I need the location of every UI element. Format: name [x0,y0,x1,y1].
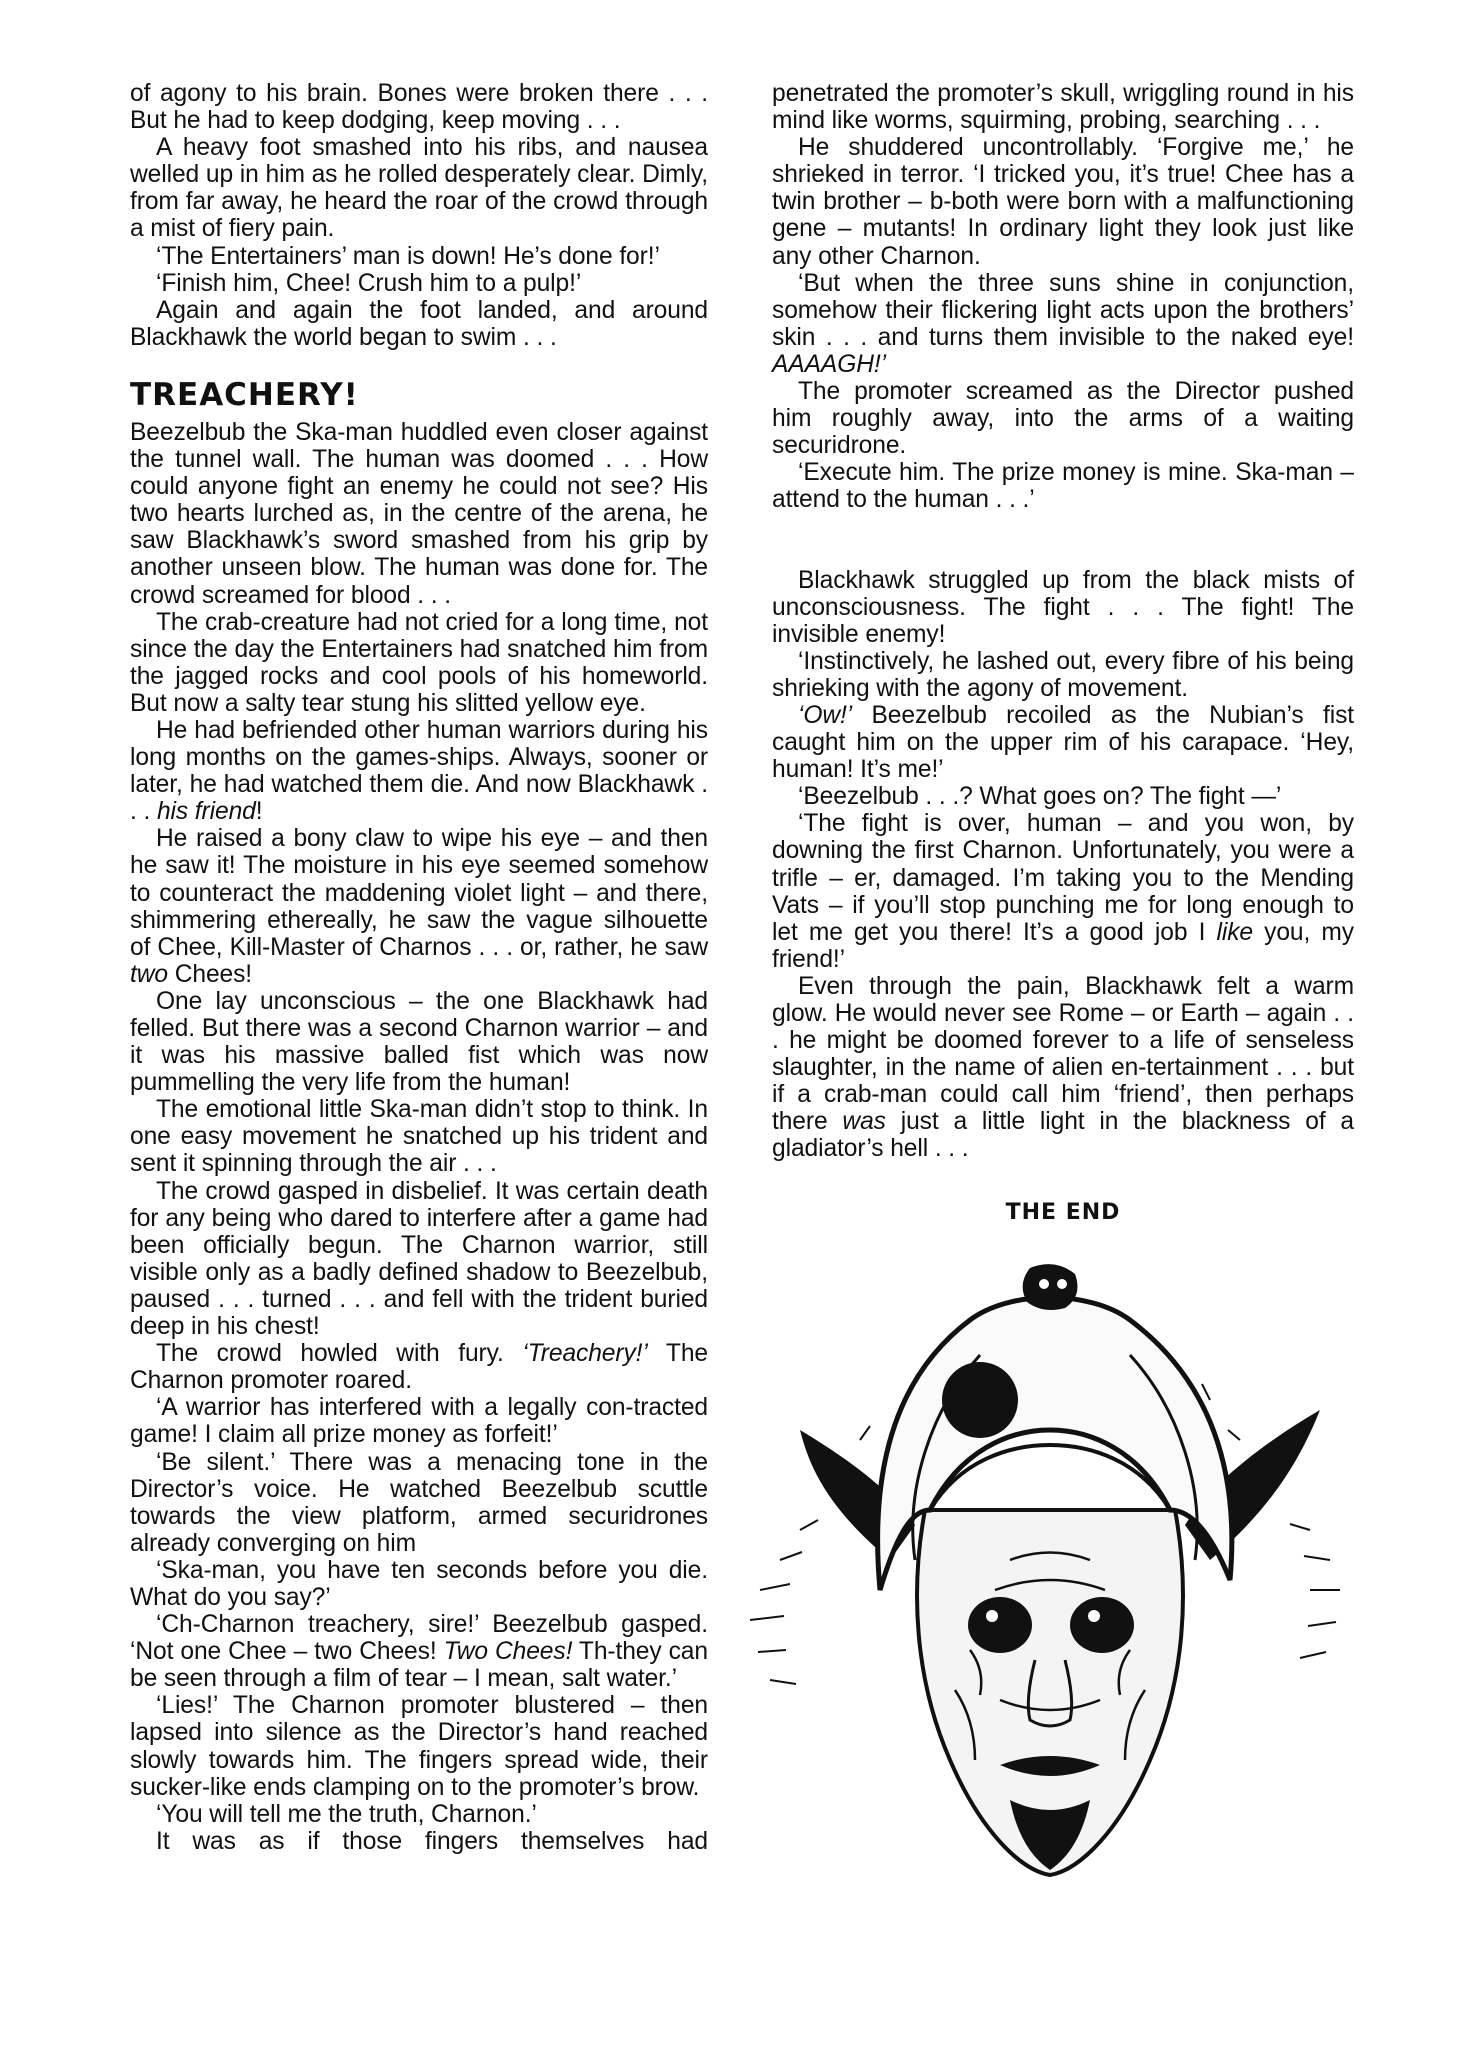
paragraph: ‘The Entertainers’ man is down! He’s done for!’ [156,242,660,270]
text-run: The Charnon promoter roared. [130,1340,708,1395]
right-eye-highlight [1088,1610,1100,1622]
emphasis: his friend [156,798,256,826]
emphasis: was [842,1108,886,1136]
paragraph [772,973,1354,1163]
text-run: ‘But when the three suns shine in conjunction, somehow their flickering light acts upon the brothers’ skin . . . and turns them invisible to the naked eye! [772,269,1354,351]
text-run: He had befriended other human warriors during his long months on the games-ships. Always, sooner or later, he had watched them die. And now Blackhawk . . . [130,716,708,826]
paragraph: ‘Finish him, Chee! Crush him to a pulp!’ [156,269,582,297]
paragraph: ‘Lies!’ The Charnon promoter blustered – then lapsed into silence as the Director’s hand reached slowly towards him. The fingers spread wide, their sucker-like ends clamping on to the promoter’s brow. [130,1692,708,1801]
paragraph: The promoter screamed as the Director pushed him roughly away, into the arms of a waiting securidrone. [772,378,1354,460]
paragraph: ‘Execute him. The prize money is mine. Ska-man – attend to the human . . .’ [772,459,1354,514]
paragraph: ‘Ska-man, you have ten seconds before you die. What do you say?’ [130,1556,708,1611]
paragraph: A heavy foot smashed into his ribs, and nausea welled up in him as he rolled desperately clear. Dimly, from far away, he heard the roar of the crowd through a mist of fiery pain. [130,134,708,243]
emphasis: like [1216,918,1253,946]
text-run: The crowd howled with fury. [156,1340,523,1368]
section-break [772,514,1354,567]
paragraph: He shuddered uncontrollably. ‘Forgive me,’ he shrieked in terror. ‘I tricked you, it’s true! Chee has a twin brother – b-both were born with a malfunctioning gene – mutants! In ordinary light they look just like any other Charnon. [772,134,1354,270]
emphasis: Two Chees! [443,1638,573,1666]
text-run: ‘The fight is over, human – and you won, by downing the first Charnon. Unfortunately, you were a trifle – er, damaged. I’m taking you to the Mending Vats – if you’ll stop punching me for long enough to let me get you there! It’s a good job I [772,810,1354,946]
left-column [130,80,708,1855]
paragraph: One lay unconscious – the one Blackhawk had felled. But there was a second Charnon warrior – and it was his massive balled fist which was now pummelling the very life from the human! [130,987,708,1097]
paragraph: The crab-creature had not cried for a long time, not since the day the Entertainers had snatched him from the jagged rocks and cool pools of his homeworld. But now a salty tear stung his slitted yellow eye. [130,608,708,717]
emphasis: AAAAGH!’ [772,350,887,378]
skull-ornament [1023,1264,1078,1310]
helmet-emblem [942,1362,1018,1438]
paragraph: ‘Beezelbub . . .? What goes on? The fight —’ [798,783,1282,811]
paragraph [130,825,708,988]
paragraph: The crowd gasped in disbelief. It was certain death for any being who dared to interfere after a game had been officially begun. The Charnon warrior, still visible only as a badly defined shadow to Beezelbub, paused . . . turned . . . and fell with the trident buried deep in his chest! [130,1177,708,1341]
text-run: He raised a bony claw to wipe his eye – and then he saw it! The moisture in his eye seemed somehow to counteract the maddening violet light – and there, shimmering ethereally, he saw the vague silhouette of Chee, Kill-Master of Charnos . . . or, rather, he saw [130,825,708,961]
paragraph: penetrated the promoter’s skull, wriggling round in his mind like worms, squirming, probing, searching . . . [772,80,1354,135]
text-run: Chees! [167,960,253,988]
paragraph: of agony to his brain. Bones were broken there . . . But he had to keep dodging, keep moving . . . [130,80,708,135]
paragraph: ‘Instinctively, he lashed out, every fibre of his being shrieking with the agony of movement. [772,647,1354,702]
skull-eye [1057,1279,1067,1289]
emphasis: ‘Ow!’ [798,701,853,729]
paragraph: ‘A warrior has interfered with a legally con-tracted game! I claim all prize money as forfeit!’ [130,1394,708,1449]
paragraph: ‘Be silent.’ There was a menacing tone in the Director’s voice. He watched Beezelbub scuttle towards the view platform, armed securidrones already converging on him [130,1448,708,1557]
paragraph: Beezelbub the Ska-man huddled even closer against the tunnel wall. The human was doomed . . . How could anyone fight an enemy he could not see? His two hearts lurched as, in the centre of the arena, he saw Blackhawk’s sword smashed from his grip by another unseen blow. The human was done for. The crowd screamed for blood . . . [130,418,708,609]
left-eye-highlight [986,1610,998,1622]
paragraph [772,702,1354,783]
emphasis: ‘Treachery!’ [522,1340,648,1368]
right-eye [1070,1597,1134,1653]
text-run: just a little light in the blackness of a gladiator’s hell . . . [772,1108,1354,1163]
text-run: ! [255,798,263,826]
left-eye [968,1597,1032,1653]
text-run: Th-they can be seen through a film of tear – I mean, salt water.’ [130,1638,708,1693]
paragraph: Again and again the foot landed, and around Blackhawk the world began to swim . . . [130,296,708,351]
paragraph: ‘You will tell me the truth, Charnon.’ [156,1800,537,1828]
paragraph [130,1611,708,1692]
text-run: Beezelbub recoiled as the Nubian’s fist caught him on the upper rim of his carapace. ‘Hey, human! It’s me!’ [772,701,1354,784]
text-run: ‘Ch-Charnon treachery, sire!’ Beezelbub gasped. ‘Not one Chee – two Chees! [130,1611,708,1666]
paragraph [772,810,1354,973]
paragraph [772,270,1354,378]
paragraph: It was as if those fingers themselves had [156,1827,708,1855]
section-heading: TREACHERY! [130,376,359,413]
emphasis: two [130,960,168,988]
text-run: Even through the pain, Blackhawk felt a warm glow. He would never see Rome – or Earth – again . . . he might be doomed forever to a life of senseless slaughter, in the name of alien en-tertainment . . . but if a crab-man could call him ‘friend’, then perhaps there [772,972,1354,1136]
paragraph: Blackhawk struggled up from the black mists of unconsciousness. The fight . . . The fight! The invisible enemy! [772,566,1354,648]
right-column [772,80,1354,1226]
skull-eye [1039,1279,1049,1289]
paragraph: The emotional little Ska-man didn’t stop to think. In one easy movement he snatched up his trident and sent it spinning through the air . . . [130,1096,708,1178]
alien-warrior-head-illustration [740,1260,1360,1910]
text-run: you, my friend!’ [772,918,1354,973]
the-end-label: THE END [1005,1199,1121,1225]
paragraph [130,1340,708,1394]
paragraph [130,717,708,825]
